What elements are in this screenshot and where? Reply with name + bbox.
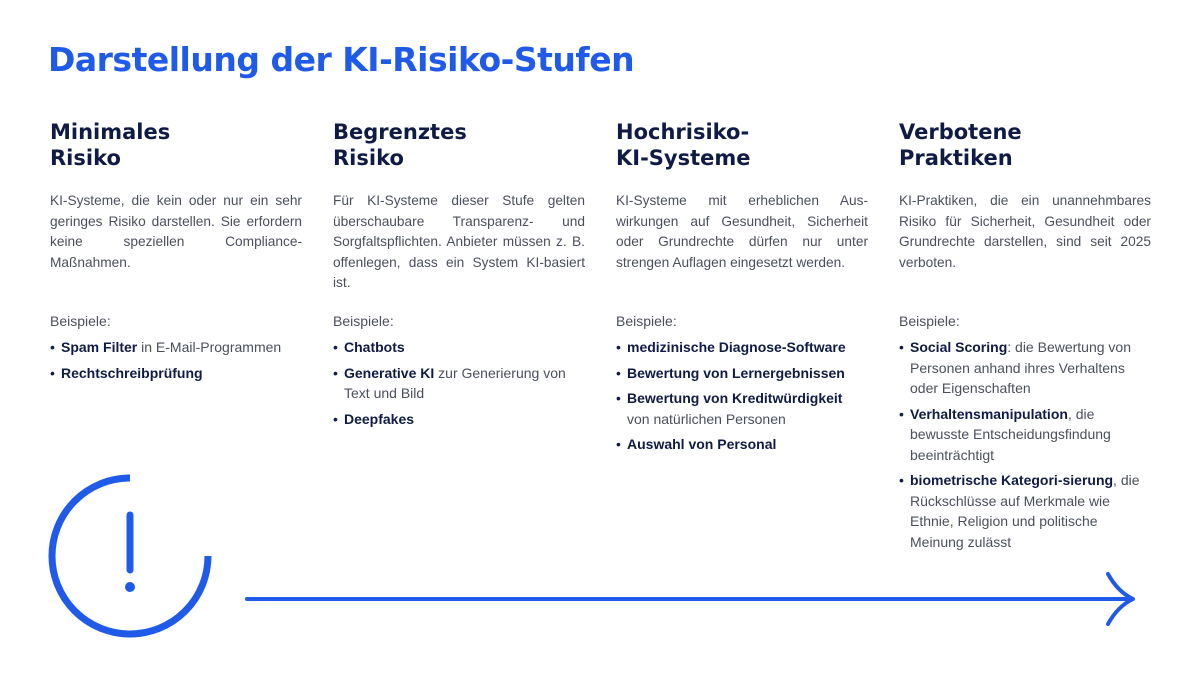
- examples-label: Beispiele:: [616, 313, 677, 329]
- example-text: in E-Mail-Programmen: [137, 339, 282, 355]
- example-text: von natürlichen Personen: [627, 410, 786, 427]
- list-item: [616, 434, 868, 455]
- example-term: biometrische Kategori-sierung: [910, 472, 1114, 488]
- list-item: [899, 470, 1151, 552]
- example-term: Rechtschreibprüfung: [61, 364, 203, 381]
- column-heading-line2: Risiko: [333, 146, 404, 170]
- example-text: zur Generierung von Text und Bild: [344, 364, 566, 401]
- column-description: KI-Systeme, die kein oder nur ein sehr geringes Risiko darstellen. Sie erfordern keine speziellen Compliance-Maßnahmen.: [50, 193, 302, 270]
- examples-list: [899, 337, 1151, 552]
- example-term: Chatbots: [344, 339, 405, 355]
- column-heading-line2: Praktiken: [899, 146, 1013, 170]
- list-item: [50, 337, 302, 358]
- list-item: [899, 337, 1151, 399]
- risk-column-limited: [333, 119, 585, 434]
- column-heading-line1: Verbotene: [899, 120, 1022, 144]
- list-item: [50, 363, 302, 384]
- list-item: [616, 388, 868, 429]
- example-term: Generative KI: [344, 364, 435, 381]
- list-item: [616, 337, 868, 358]
- risk-column-minimal: [50, 119, 302, 388]
- column-heading-line1: Minimales: [50, 120, 171, 144]
- examples-list: [333, 337, 585, 429]
- list-item: [333, 363, 585, 404]
- column-description: KI-Systeme mit erheblichen Auswirkungen auf Gesundheit, Sicherheit oder Grundrechte dürfen nur unter strengen Auflagen eingesetzt werden.: [616, 193, 868, 270]
- column-heading: [333, 119, 585, 171]
- examples-list: [616, 337, 868, 455]
- list-item: [333, 409, 585, 430]
- column-heading-line2: KI-Systeme: [616, 146, 751, 170]
- example-text: : die Bewertung von Personen anhand ihres Verhaltens oder Eigenschaften: [910, 339, 1131, 396]
- list-item: [616, 363, 868, 384]
- example-text: , die Rückschlüsse auf Merkmale wie Ethnie, Religion und politische Meinung zulässt: [910, 472, 1140, 550]
- examples-label: Beispiele:: [899, 313, 960, 329]
- column-heading-line1: Begrenztes: [333, 120, 467, 144]
- example-term: medizinische Diagnose-Software: [627, 339, 846, 355]
- example-term: Deepfakes: [344, 410, 415, 427]
- risk-column-prohibited: [899, 119, 1151, 557]
- column-heading-line1: Hochrisiko-: [616, 120, 750, 144]
- column-heading: [616, 119, 868, 171]
- example-term: Social Scoring: [910, 339, 1008, 355]
- example-term: Bewertung von Lernergebnissen: [627, 364, 845, 381]
- example-term: Bewertung von Kreditwürdigkeit: [627, 390, 843, 406]
- column-description: Für KI-Systeme dieser Stufe gelten überschaubare Transparenz- und Sorgfaltspflichten. Anbieter müssen z. B. offenlegen, dass ein System KI-basiert ist.: [333, 193, 585, 291]
- column-description: KI-Praktiken, die ein unannehmbares Risiko für Sicherheit, Gesundheit oder Grundrechte darstellen, sind seit 2025 verboten.: [899, 193, 1151, 270]
- column-heading: [50, 119, 302, 171]
- list-item: [333, 337, 585, 358]
- example-term: Spam Filter: [61, 339, 138, 355]
- examples-label: Beispiele:: [50, 313, 111, 329]
- examples-list: [50, 337, 302, 383]
- warning-icon: [52, 478, 208, 634]
- list-item: [899, 404, 1151, 466]
- column-heading-line2: Risiko: [50, 146, 121, 170]
- risk-column-high: [616, 119, 868, 460]
- examples-label: Beispiele:: [333, 313, 394, 329]
- column-heading: [899, 119, 1151, 171]
- example-term: Verhaltensmanipulation: [910, 405, 1068, 422]
- example-text: , die bewusste Entscheidungsfindung beeinträchtigt: [910, 405, 1111, 463]
- example-term: Auswahl von Personal: [627, 436, 777, 452]
- timeline-arrow-icon: [247, 574, 1133, 624]
- page-title: Darstellung der KI-Risiko-Stufen: [48, 40, 635, 79]
